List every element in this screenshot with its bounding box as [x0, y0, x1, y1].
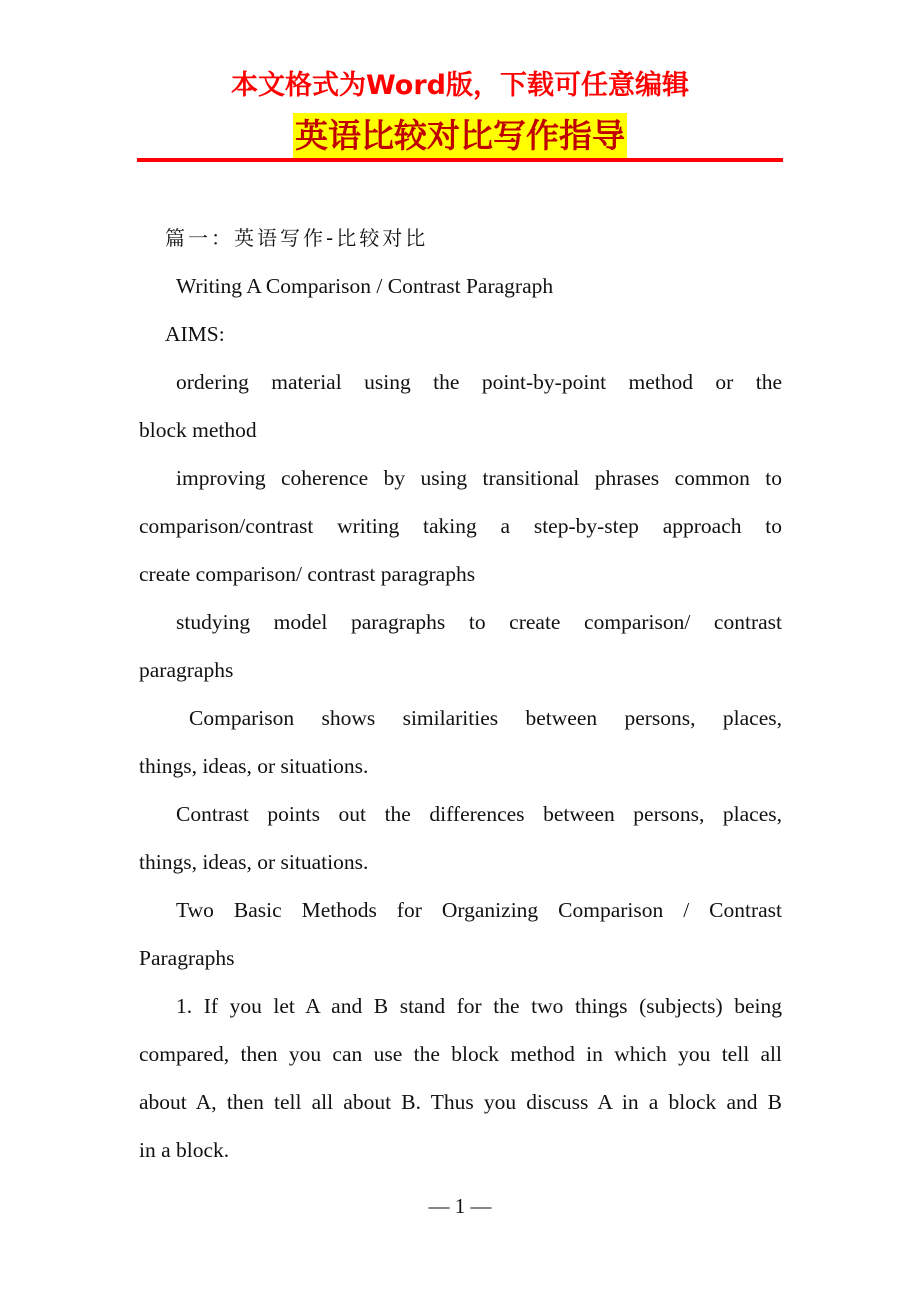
text-line: Two Basic Methods for Organizing Comparison / Contrast — [176, 898, 782, 922]
document-body — [139, 214, 782, 1174]
text-line: studying model paragraphs to create comparison/ contrast — [176, 610, 782, 634]
text-line: ordering material using the point-by-point method or the — [176, 370, 782, 394]
text-line: create comparison/ contrast paragraphs — [139, 562, 476, 586]
document-title: 英语比较对比写作指导 — [293, 113, 627, 159]
text-line: Paragraphs — [139, 946, 235, 970]
text-line: Writing A Comparison / Contrast Paragraph — [176, 274, 554, 298]
text-line: in a block. — [139, 1138, 230, 1162]
paragraph — [139, 262, 782, 310]
paragraph — [139, 454, 782, 598]
text-line: paragraphs — [139, 658, 234, 682]
text-line: things, ideas, or situations. — [139, 754, 369, 778]
text-line: 1. If you let A and B stand for the two things (subjects) being — [176, 994, 782, 1018]
paragraph — [139, 982, 782, 1174]
paragraph — [139, 358, 782, 454]
text-line: AIMS: — [165, 322, 225, 346]
paragraph — [139, 598, 782, 694]
text-line: Comparison shows similarities between persons, places, — [189, 706, 782, 730]
paragraph — [139, 790, 782, 886]
page-number: — 1 — — [428, 1194, 492, 1218]
text-line: improving coherence by using transitional phrases common to — [176, 466, 782, 490]
text-line: compared, then you can use the block method in which you tell all — [139, 1042, 782, 1066]
text-line: block method — [139, 418, 257, 442]
text-line: Contrast points out the differences between persons, places, — [176, 802, 782, 826]
text-line: about A, then tell all about B. Thus you discuss A in a block and B — [139, 1090, 782, 1114]
title-divider — [137, 158, 783, 162]
paragraph — [139, 694, 782, 790]
paragraph — [139, 214, 782, 262]
paragraph — [139, 886, 782, 982]
paragraph — [139, 310, 782, 358]
format-notice: 本文格式为Word版，下载可任意编辑 — [230, 70, 689, 101]
text-line: things, ideas, or situations. — [139, 850, 369, 874]
text-line: comparison/contrast writing taking a step-by-step approach to — [139, 514, 782, 538]
text-line: 篇一：英语写作-比较对比 — [165, 226, 429, 250]
